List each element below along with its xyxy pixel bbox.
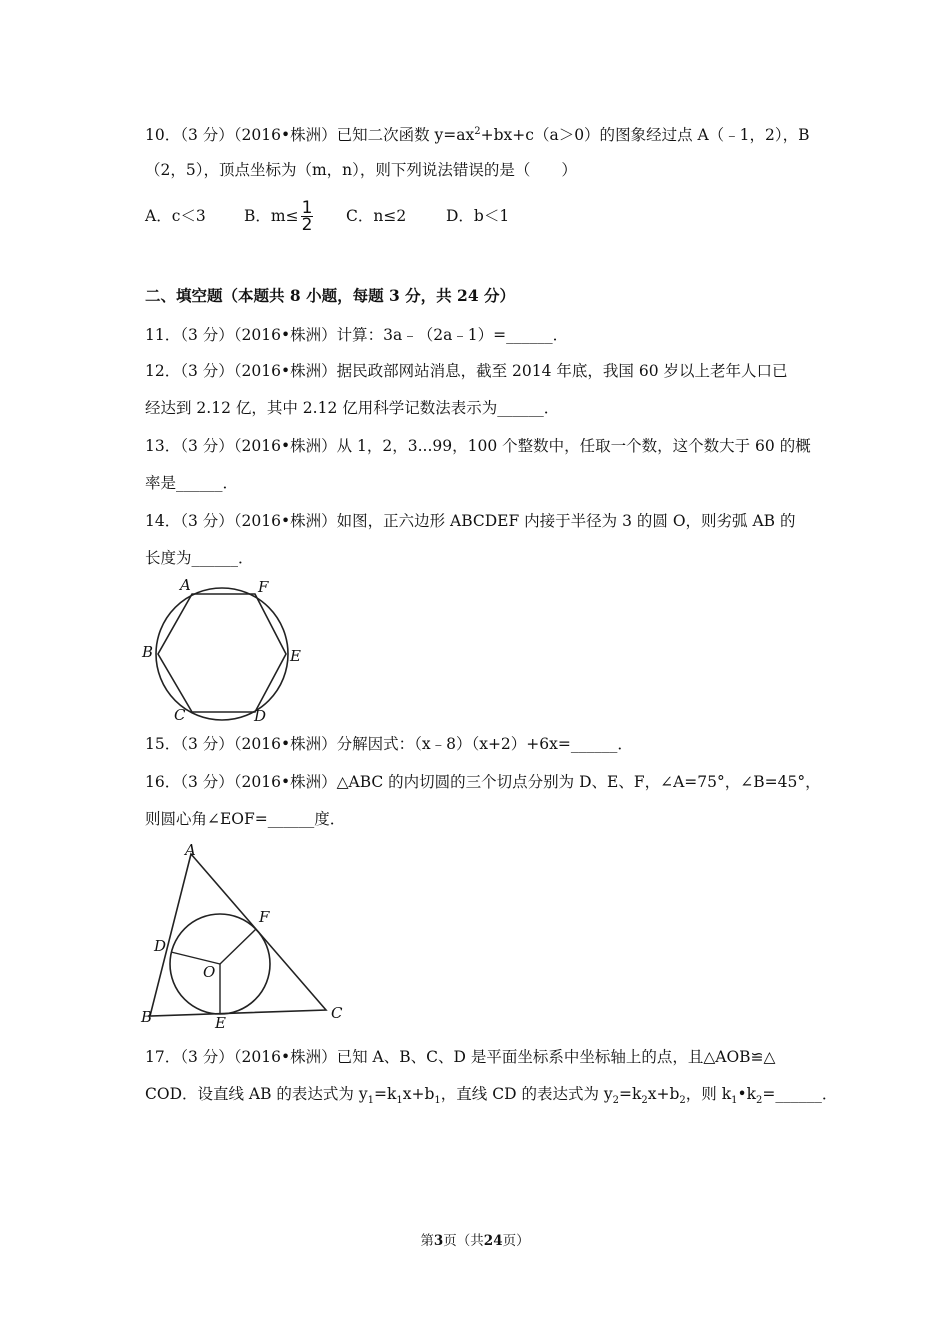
label-f: F [258, 578, 269, 596]
radius-of [220, 929, 256, 964]
q17-line2: COD．设直线 AB 的表达式为 $y_1=k_1x+b_1$，直线 CD 的表达式为 $y_2=k_2x+b_2$，则 $k_1•k_2=\_\_\_\_\_\_$． [145, 1085, 838, 1107]
q12-line1: 12．（3 分）（2016•株洲）据民政部网站消息，截至 2014 年底，我国 60 岁以上老年人口已 [145, 362, 788, 380]
total-pages: 24 [483, 1233, 503, 1249]
label-o: O [203, 963, 216, 981]
label-b: B [141, 1008, 153, 1026]
label-e: E [215, 1014, 226, 1032]
hexagon-in-circle-figure [138, 575, 308, 725]
hexagon-abcdef [158, 594, 286, 712]
label-b: B [142, 643, 154, 661]
circumcircle [156, 588, 288, 720]
page-number: 3 [433, 1233, 444, 1249]
label-d: D [154, 937, 167, 955]
q14-line1: 14．（3 分）（2016•株洲）如图，正六边形 ABCDEF 内接于半径为 3 的圆 O，则劣弧 AB 的 [145, 512, 796, 530]
label-a: A [185, 841, 196, 859]
q10-options [145, 200, 509, 233]
q10-line1: 10．（3 分）（2016•株洲）已知二次函数 $y=ax^2+bx+c(a>0)$的图象经过点 A（﹣1，2），B [145, 125, 810, 144]
label-c: C [331, 1004, 343, 1022]
fraction-one-half: $\frac{1}{2}$ [301, 198, 313, 235]
q16-line2: 则圆心角∠EOF=______度． [145, 810, 346, 828]
label-e: E [290, 647, 301, 665]
q10-line2: （2，5），顶点坐标为（m，n），则下列说法错误的是（ ） [145, 161, 577, 179]
q15-text: 15．（3 分）（2016•株洲）分解因式：（x﹣8）（x+2）+6x=______． [145, 735, 633, 753]
triangle-abc [150, 854, 326, 1016]
q14-line2: 长度为______． [145, 549, 254, 567]
q10-option-b: B．m≤ $\frac{1}{2}$ [244, 198, 313, 235]
q12-line2: 经达到 2.12 亿，其中 2.12 亿用科学记数法表示为______． [145, 399, 560, 417]
label-f: F [259, 908, 270, 926]
q13-line1: 13．（3 分）（2016•株洲）从 1，2，3...99，100 个整数中，任取一个数，这个数大于 60 的概 [145, 437, 811, 455]
q10-option-c: C．n≤2 [346, 206, 407, 225]
q16-line1: 16．（3 分）（2016•株洲）△ABC 的内切圆的三个切点分别为 D、E、F，∠A=75°，∠B=45°， [145, 773, 821, 791]
label-a: A [180, 576, 191, 594]
incircle-triangle-figure [138, 840, 353, 1032]
q13-line2: 率是______． [145, 474, 239, 492]
q10-option-d: D．b＜1 [446, 206, 510, 225]
q17-line1: 17．（3 分）（2016•株洲）已知 A、B、C、D 是平面坐标系中坐标轴上的点，且△AOB≌△ [145, 1048, 776, 1066]
page-footer: 第3页（共24页） [420, 1233, 530, 1249]
section-2-title: 二、填空题（本题共 8 小题，每题 3 分，共 24 分） [145, 286, 516, 305]
q10-option-a: A．c＜3 [145, 206, 206, 225]
label-d: D [254, 707, 267, 725]
q11-text: 11．（3 分）（2016•株洲）计算：3a﹣（2a﹣1）=______． [145, 326, 569, 344]
label-c: C [174, 706, 186, 724]
